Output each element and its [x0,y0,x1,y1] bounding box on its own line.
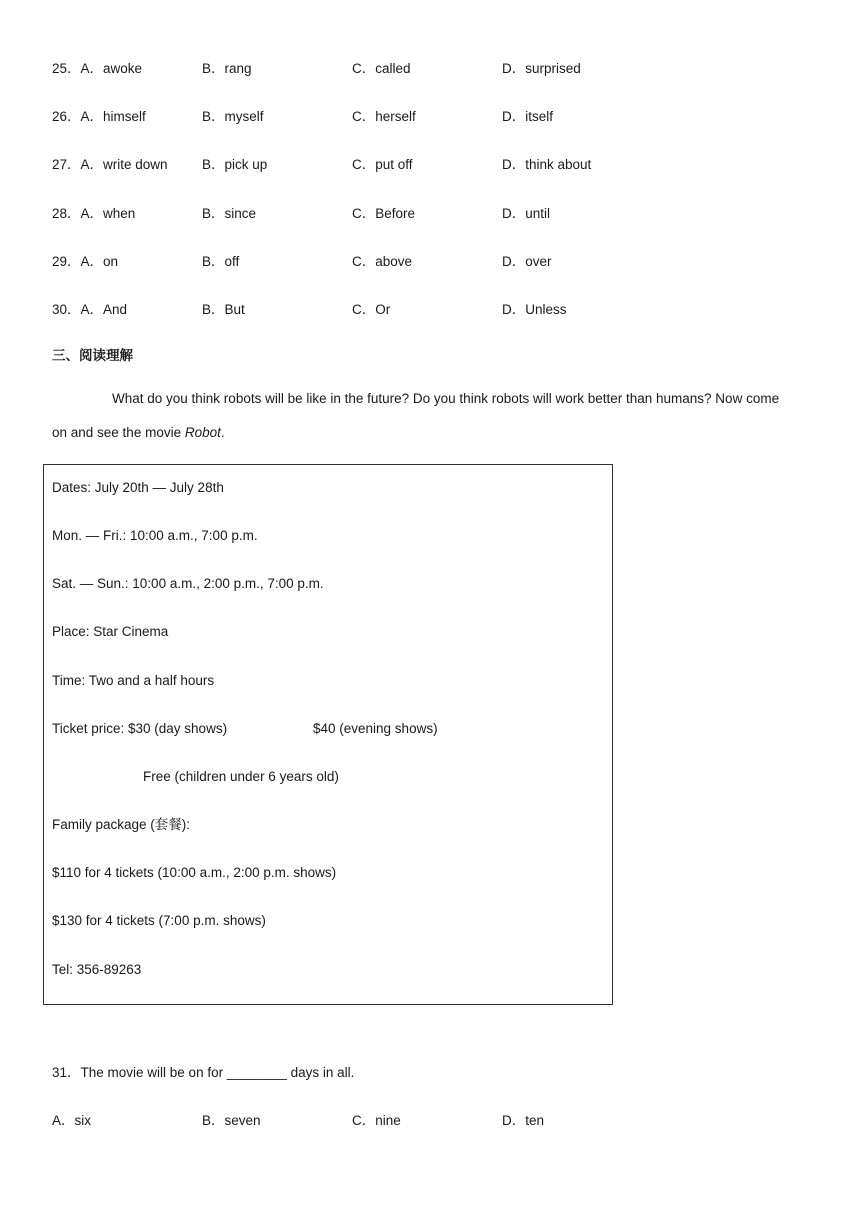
intro-end: . [220,425,225,440]
ad-family-package [52,815,190,835]
option-b: B．But [202,302,245,317]
option-d: D．ten [502,1113,545,1128]
family-cn: 套餐 [154,817,182,833]
option-c: C．Before [352,206,416,221]
option-d: D．until [502,206,551,221]
ad-family-day: $110 for 4 tickets (10:00 a.m., 2:00 p.m. shows) [52,865,337,880]
option-a: 30．A．And [52,302,128,317]
option-b: B．pick up [202,157,268,172]
question-31-stem: 31．The movie will be on for ________ days in all. [52,1065,355,1080]
option-c: C．above [352,254,413,269]
ad-place: Place: Star Cinema [52,624,169,639]
option-a: 29．A．on [52,254,119,269]
intro-paragraph [52,382,792,450]
option-c: C．Or [352,302,391,317]
family-prefix: Family package ( [52,817,155,832]
option-d: D．over [502,254,552,269]
option-b: B．off [202,254,240,269]
section-title: 三、阅读理解 [52,348,133,364]
ad-weekends: Sat. — Sun.: 10:00 a.m., 2:00 p.m., 7:00 p.m. [52,576,324,591]
option-c: C．nine [352,1113,401,1128]
ad-weekdays: Mon. — Fri.: 10:00 a.m., 7:00 p.m. [52,528,258,543]
option-c: C．herself [352,109,416,124]
option-a: 26．A．himself [52,109,146,124]
option-d: D．itself [502,109,554,124]
ad-ticket-evening: $40 (evening shows) [313,721,438,736]
option-b: B．myself [202,109,264,124]
option-b: B．seven [202,1113,261,1128]
ad-ticket-free: Free (children under 6 years old) [143,769,339,784]
intro-text: What do you think robots will be like in the future? Do you think robots will work better than humans? Now come on and see the movie [52,391,780,440]
option-c: C．called [352,61,411,76]
option-d: D．think about [502,157,592,172]
family-suffix: ): [181,817,191,832]
ad-dates: Dates: July 20th — July 28th [52,480,224,495]
movie-ad-box [43,464,613,1005]
option-a: 28．A．when [52,206,136,221]
movie-title: Robot [184,425,221,440]
ad-tel: Tel: 356-89263 [52,962,142,977]
ad-ticket-day: Ticket price: $30 (day shows) [52,721,228,736]
option-d: D．surprised [502,61,581,76]
ad-time: Time: Two and a half hours [52,673,215,688]
option-a: A．six [52,1113,92,1128]
option-b: B．since [202,206,257,221]
ad-family-evening: $130 for 4 tickets (7:00 p.m. shows) [52,913,266,928]
option-a: 25．A．awoke [52,61,143,76]
option-a: 27．A．write down [52,157,168,172]
option-c: C．put off [352,157,413,172]
option-b: B．rang [202,61,252,76]
option-d: D．Unless [502,302,567,317]
